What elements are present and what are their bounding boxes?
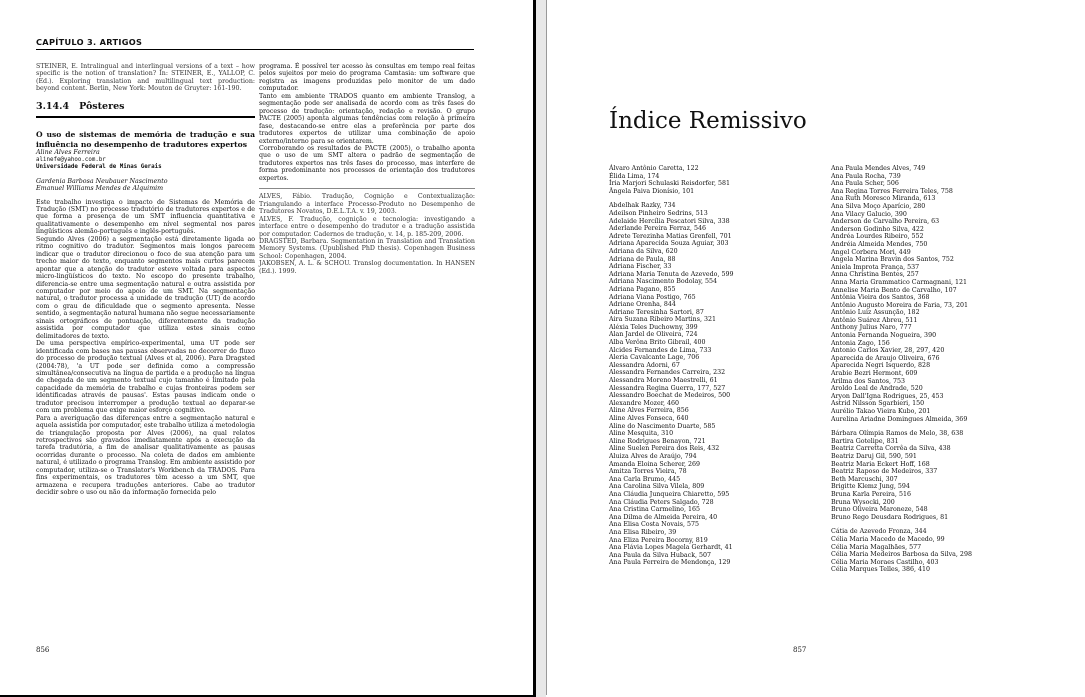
index-entry: Andréia Almeida Mendes, 750 (831, 240, 928, 248)
institution: Universidade Federal de Minas Gerais (36, 164, 162, 171)
article-title: O uso de sistemas de memória de tradução e sua influência no desempenho de tradutores expertos (36, 130, 255, 149)
index-entry: Aniela Improta França, 537 (831, 263, 920, 271)
index-entry: Alessandra Moreno Maestrelli, 61 (609, 377, 718, 385)
index-entry: Aline Mesquita, 310 (609, 430, 674, 438)
index-entry: Ana Dilma de Almeida Pereira, 40 (609, 513, 718, 521)
index-entry: Célia Maria Moraes Castilho, 403 (831, 558, 939, 566)
index-entry: Adriana Viana Postigo, 765 (609, 293, 696, 301)
reference-item: JAKOBSEN, A. L. & SCHOU. Translog documentation. In HANSEN (Ed.). 1999. (259, 260, 475, 275)
references-separator (259, 188, 475, 189)
index-entry: Beth Marcuschi, 307 (831, 475, 898, 483)
index-entry: Annelise Maria Bento de Carvalho, 107 (831, 286, 957, 294)
index-entry: Célia Maria Macedo de Macedo, 99 (831, 535, 945, 543)
author-name: Gardenia Barbosa Neubauer Nascimento (36, 177, 168, 185)
index-entry: Aroldo Leal de Andrade, 520 (831, 385, 923, 393)
index-entry: Ângela Paiva Dionísio, 101 (609, 187, 695, 195)
index-letter-group (831, 528, 1061, 574)
index-entry: Élida Lima, 174 (609, 172, 660, 180)
index-entry: Aline do Nascimento Duarte, 585 (609, 422, 716, 430)
index-letter-group (831, 430, 1061, 521)
index-entry: Angel Corbera Mori, 449 (831, 248, 911, 256)
index-entry: Adriane Teresinha Sartori, 87 (609, 308, 704, 316)
index-entry: Aparecida de Araujo Oliveira, 676 (831, 354, 940, 362)
index-entry: Célia Maria Magalhães, 577 (831, 543, 922, 551)
paragraph: programa. É possível ter acesso às consultas em tempo real feitas pelos sujeitos por meio do programa Camtasia: um software que registra as imagens produzidas pelo monitor de um dado computador. (259, 63, 475, 93)
index-entry: Beatriz Raposo de Medeiros, 337 (831, 468, 938, 476)
index-entry: Astrid Nilsson Sgarbieri, 150 (831, 400, 925, 408)
index-entry: Aline Suelen Pereira dos Reis, 432 (609, 445, 720, 453)
index-letter-group (609, 165, 819, 195)
index-entry: Ana Paula Ferreira de Mendonça, 129 (609, 559, 731, 567)
index-entry: Aurélio Takao Vieira Kubo, 201 (831, 408, 931, 415)
index-entry: Aira Suzana Ribeiro Martins, 321 (609, 316, 716, 324)
index-entry: Ana Vilacy Galucio, 390 (831, 210, 907, 218)
index-letter-group (831, 165, 1061, 423)
index-entry: Anderson Godinho Silva, 422 (831, 225, 924, 233)
index-entry: Ana Carolina Silva Vilela, 809 (609, 483, 705, 491)
index-entry: Adriana Pagano, 855 (609, 285, 676, 293)
index-entry: Brigitte Klemz Jung, 594 (831, 483, 910, 491)
index-entry: Alessandra Fernandes Carreira, 232 (609, 369, 726, 377)
section-number: 3.14.4 (36, 100, 70, 112)
index-entry: Ana Elisa Costa Novais, 575 (609, 521, 699, 529)
index-entry: Beatriz Carretta Corrêa da Silva, 438 (831, 445, 951, 453)
index-entry: Ana Carla Brumo, 445 (609, 475, 681, 483)
paragraph: Segundo Alves (2006) a segmentação está diretamente ligada ao ritmo cognitivo do tradutor. Segmentos mais longos parecem indicar que o tradutor direcionou o foco de sua atenção para um trecho maior do texto, enquanto segmentos mais curtos parecem apontar que a atenção do tradutor esteve voltada para aspectos micro-lingüísticos do texto. No escopo do presente trabalho, diferencia-se entre uma segmentação natural e outra assistida por computador por meio do apoio de um SMT. Na segmentação natural, o tradutor processa a unidade de tradução (UT) de acordo com o grau de dificuldade que o segmento apresenta. Nesse sentido, a segmentação natural humana não segue necessariamente sinais ortográficos de pontuação, diferentemente da tradução assistida por computador que utiliza estes sinais como delimitadores de texto. (36, 235, 255, 340)
index-entry: Anna Christina Bentes, 257 (831, 271, 919, 279)
index-entry: Ana Silva Moço Aparício, 280 (831, 202, 926, 210)
index-entry: Aline Rodrigues Benayon, 721 (609, 437, 706, 445)
index-entry: Alessandra Regina Guerra, 177, 527 (609, 384, 726, 392)
index-entry: Angela Marina Bravin dos Santos, 752 (831, 256, 954, 264)
page-number: 856 (36, 646, 50, 654)
index-entry: Adriane Orenha, 844 (609, 301, 676, 309)
index-entry: Adriana de Paula, 88 (609, 255, 676, 263)
index-entry: Arilma dos Santos, 753 (831, 377, 906, 385)
index-entry: Bruna Wysocki, 200 (831, 498, 895, 506)
index-entry: Alcides Fernandes de Lima, 733 (609, 346, 712, 354)
index-entry: Abdelhak Razky, 734 (609, 202, 676, 210)
index-entry: Antônio Augusto Moreira de Faria, 73, 201 (831, 301, 969, 309)
right-page (546, 0, 1085, 695)
index-entry: Ana Paula Rocha, 739 (831, 172, 901, 180)
index-entry: Ana Regina Torres Ferreira Teles, 758 (831, 187, 953, 195)
index-entry: Alessandra Adorni, 67 (609, 361, 680, 369)
index-entry: Antônio Suárez Abreu, 511 (831, 316, 918, 324)
index-title: Índice Remissivo (609, 108, 807, 134)
index-entry: Ana Paula da Silva Huback, 507 (609, 551, 712, 559)
paragraph: Para a averiguação das diferenças entre a segmentação natural e aquela assistida por computador, este trabalho utiliza a metodologia de triangulação proposta por Alves (2006), na qual relatos retrospectivos são gravados imediatamente após a execução da tarefa tradutória, a fim de analisar qualitativamente as pausas ocorridas durante o processo. Na coleta de dados em ambiente natural, é utilizado o programa Translog. Em ambiente assistido por computador, utiliza-se o Translator's Workbench da TRADOS. Para fins experimentais, os tradutores têm acesso a um SMT, que armazena e recupera traduções anteriores. Cabe ao tradutor decidir sobre o uso ou não da informação fornecida pelo (36, 414, 255, 497)
index-entry: Antonia Fernanda Nogueira, 390 (831, 332, 937, 340)
index-entry: Adriana Nascimento Bodolay, 554 (609, 278, 718, 286)
index-entry: Aparecida Negri Isquerdo, 828 (831, 362, 931, 370)
index-entry: Adeilson Pinheiro Sedrins, 513 (609, 209, 708, 217)
index-entry: Bruna Karla Pereira, 516 (831, 490, 911, 498)
index-entry: Anderson de Carvalho Pereira, 63 (831, 218, 940, 226)
index-entry: Álvaro Antônio Caretta, 122 (609, 165, 699, 172)
index-entry: Aurelina Ariadne Domingues Almeida, 369 (831, 415, 968, 423)
index-entry: Ana Cláudia Peters Salgado, 728 (609, 498, 714, 506)
index-entry: Arabie Bezri Hermont, 609 (831, 370, 918, 378)
index-entry: Aline Alves Fonseca, 640 (609, 415, 689, 422)
index-entry: Ana Eliza Pereira Bocorny, 819 (609, 536, 708, 544)
index-entry: Beatriz Maria Eckert Hoff, 168 (831, 460, 930, 468)
index-column-2 (831, 165, 1061, 581)
index-letter-group (609, 202, 819, 567)
author-email: alinefe@yahoo.com.br (36, 156, 106, 163)
index-entry: Ana Paula Scher, 506 (831, 180, 899, 188)
index-entry: Adriana da Silva, 620 (609, 247, 678, 255)
index-entry: Antônio Luiz Assunção, 182 (831, 309, 920, 317)
index-entry: Célia Maria Medeiros Barbosa da Silva, 298 (831, 551, 972, 559)
index-entry: Alessandro Boechat de Medeiros, 500 (609, 392, 731, 400)
index-entry: Beatriz Daruj Gil, 590, 591 (831, 452, 917, 460)
section-rule (36, 116, 255, 118)
reference-item: DRAGSTED, Barbara. Segmentation in Translation and Translation Memory Systems. (Upublished PhD thesis). Copenhagen Business School: Copenhagen, 2004. (259, 237, 475, 260)
left-column (36, 63, 255, 497)
index-entry: Cátia de Azevedo Fronza, 344 (831, 528, 927, 536)
index-entry: Ana Ruth Moresco Miranda, 613 (831, 195, 936, 203)
index-entry: Bartira Gotelipe, 831 (831, 437, 899, 445)
index-entry: Bruno Oliveira Maroneze, 548 (831, 506, 928, 514)
index-entry: Ana Elisa Ribeiro, 39 (609, 528, 677, 536)
top-reference: STEINER, E. Intralingual and interlingual versions of a text – how specific is the notion of translation? In: STEINER, E., YALLOP, C. (Ed.). Exploring translation and multilingual text production: beyond content. Berlin, New York: Mouton de Gruyter: 161-190. (36, 63, 255, 93)
index-entry: Ana Flávia Lopes Magela Gerhardt, 41 (609, 544, 733, 552)
reference-item: ALVES, Fábio. Tradução, Cognição e Contextualização: Triangulando a interface Processo-Produto no Desempenho de Tradutores Novatos, D.E.L.T.A. v. 19, 2003. (259, 193, 475, 216)
index-entry: Adriana Aparecida Souza Aguiar, 303 (609, 240, 729, 248)
paragraph: De uma perspectiva empírico-experimental, uma UT pode ser identificada com bases nas pausas observadas no decorrer do fluxo do processo de produção textual (Alves et al, 2006). Para Dragsted (2004:78), 'a UT pode ser definida como a compressão simultânea/consecutiva na língua de partida e a produção na língua de chegada de um segmento textual cujo tamanho é limitado pela capacidade da memória de trabalho e cujas fronteiras podem ser identificadas através de pausas'. Estas pausas indicam onde o tradutor precisou interromper a produção textual ao deparar-se com um problema que exige maior esforço cognitivo. (36, 340, 255, 415)
index-entry: Aderlande Pereira Ferraz, 546 (609, 225, 706, 233)
index-entry: Anna Maria Grammatico Carmagnani, 121 (831, 278, 967, 286)
index-entry: Aryon Dall'Igna Rodrigues, 25, 453 (831, 392, 944, 400)
paragraph: Corroborando os resultados de PACTE (2005), o trabalho aponta que o uso de um SMT altera o padrão de segmentação de tradutores expertos nas três fases do processo, mas interfere de forma predominante nos processos de orientação dos tradutores expertos. (259, 144, 475, 182)
index-entry: Aline Alves Ferreira, 856 (609, 407, 689, 415)
author-name: Emanuel Williams Mendes de Alquimim (36, 185, 164, 193)
index-entry: Aleria Cavalcante Lage, 706 (609, 354, 700, 362)
index-entry: Alexandre Mozer, 460 (609, 399, 680, 407)
index-entry: Ana Cristina Carmelino, 165 (609, 506, 700, 514)
index-entry: Amanda Eloina Scherer, 269 (609, 460, 701, 468)
index-entry: Bruno Rego Deusdara Rodrigues, 81 (831, 513, 949, 521)
right-column (259, 63, 475, 275)
index-column-1 (609, 165, 819, 574)
index-entry: Antônia Vieira dos Santos, 368 (831, 294, 930, 302)
index-entry: Ana Cláudia Junqueira Chiaretto, 595 (609, 490, 730, 498)
page-gutter (536, 0, 546, 697)
page-number: 857 (793, 646, 807, 654)
index-entry: Alba Verôna Brito Gibrail, 400 (609, 339, 706, 347)
index-entry: Anthony Julius Naro, 777 (831, 324, 912, 332)
index-entry: Ana Paula Mendes Alves, 749 (831, 165, 926, 172)
running-head: CAPÍTULO 3. ARTIGOS (36, 37, 474, 50)
index-entry: Adelaide Hercília Pescatori Silva, 338 (609, 217, 730, 225)
index-entry: Íria Marjori Schulaski Reisdorfer, 581 (609, 180, 730, 188)
section-heading (36, 100, 255, 112)
index-entry: Andréa Lourdes Ribeiro, 552 (831, 233, 924, 241)
index-entry: Antonio Carlos Xavier, 28, 297, 420 (831, 347, 945, 355)
section-title: Pôsteres (79, 100, 125, 112)
left-page (0, 0, 536, 697)
paragraph: Este trabalho investiga o impacto de Sistemas de Memória de Tradução (SMT) no processo tradutório de tradutores expertos e de que forma a presença de um SMT influencia quantitativa e qualitativamente o desempenho em nível segmental nos pares lingüísticos alemão-português e inglês-português. (36, 198, 255, 236)
index-entry: Alan Jardel de Oliveira, 724 (609, 331, 698, 339)
index-entry: Aluiza Alves de Araújo, 794 (609, 452, 697, 460)
index-entry: Célia Marques Telles, 386, 410 (831, 566, 931, 574)
index-entry: Aléxia Teles Duchowny, 399 (609, 323, 698, 331)
index-entry: Antonia Zago, 156 (831, 339, 890, 347)
index-entry: Adriana Fischer, 33 (609, 263, 672, 271)
index-entry: Adriana Maria Tenuta de Azevedo, 599 (609, 270, 734, 278)
reference-item: ALVES, F. Tradução, cognição e tecnologia: investigando a interface entre o desempenho do tradutor e a tradução assistida por computador. Cadernos de tradução, v. 14, p. 185-209, 2006. (259, 215, 475, 238)
index-entry: Amitza Torres Vieira, 78 (609, 468, 687, 476)
index-entry: Bárbara Olímpia Ramos de Melo, 38, 638 (831, 430, 964, 438)
paragraph: Tanto em ambiente TRADOS quanto em ambiente Translog, a segmentação pode ser analisada de acordo com as três fases do processo de tradução: orientação, redação e revisão. O grupo PACTE (2005) aponta algumas tendências com relação à primeira fase, destacando-se entre elas a preferência por parte dos tradutores expertos de utilizar uma combinação de apoio externo/interno para se orientarem. (259, 92, 475, 145)
index-entry: Adrete Terezinha Matias Grenfell, 701 (609, 232, 732, 240)
author-name: Aline Alves Ferreira (36, 149, 100, 157)
